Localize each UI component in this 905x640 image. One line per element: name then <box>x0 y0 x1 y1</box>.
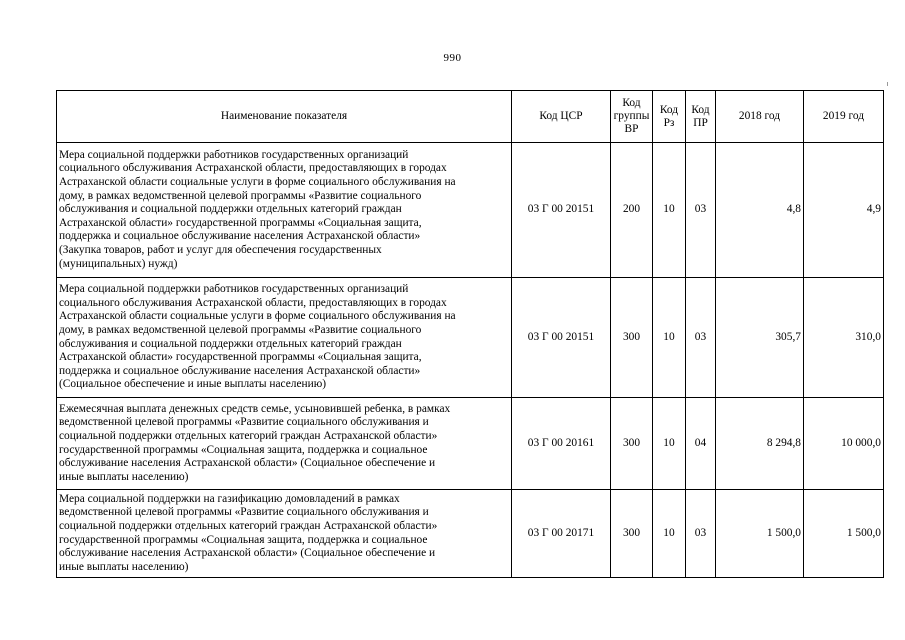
header-2018: 2018 год <box>716 91 804 143</box>
margin-mark <box>887 82 888 86</box>
row-2018: 4,8 <box>716 143 804 278</box>
row-csr: 03 Г 00 20151 <box>512 278 611 398</box>
row-rz: 10 <box>653 490 686 578</box>
row-2019: 1 500,0 <box>804 490 884 578</box>
row-2018: 8 294,8 <box>716 398 804 490</box>
row-csr: 03 Г 00 20171 <box>512 490 611 578</box>
budget-table <box>56 90 884 578</box>
row-name: Ежемесячная выплата денежных средств семье, усыновившей ребенка, в рамках ведомственной целевой программы «Развитие социального обслуживания и социальной поддержки отдельных категорий граждан Астраханской области» государственной программы «Социальная защита, поддержка и социальное обслуживание населения Астраханской области» (Социальное обеспечение и иные выплаты населению) <box>57 398 512 490</box>
row-pr: 03 <box>686 143 716 278</box>
row-rz: 10 <box>653 278 686 398</box>
header-name: Наименование показателя <box>57 91 512 143</box>
row-2019: 4,9 <box>804 143 884 278</box>
row-rz: 10 <box>653 398 686 490</box>
table-row <box>57 490 884 578</box>
header-csr: Код ЦСР <box>512 91 611 143</box>
row-name: Мера социальной поддержки работников государственных организаций социального обслуживания Астраханской области, предоставляющих в городах Астраханской области социальные услуги в форме социального обслуживания на дому, в рамках ведомственной целевой программы «Развитие социального обслуживания и социальной поддержки отдельных категорий граждан Астраханской области» государственной программы «Социальная защита, поддержка и социальное обслуживание населения Астраханской области» (Закупка товаров, работ и услуг для обеспечения государственных (муниципальных) нужд) <box>57 143 512 278</box>
row-name: Мера социальной поддержки работников государственных организаций социального обслуживания Астраханской области, предоставляющих в городах Астраханской области социальные услуги в форме социального обслуживания на дому, в рамках ведомственной целевой программы «Развитие социального обслуживания и социальной поддержки отдельных категорий граждан Астраханской области» государственной программы «Социальная защита, поддержка и социальное обслуживание населения Астраханской области» (Социальное обеспечение и иные выплаты населению) <box>57 278 512 398</box>
table-row <box>57 278 884 398</box>
row-vr: 200 <box>611 143 653 278</box>
row-vr: 300 <box>611 398 653 490</box>
row-rz: 10 <box>653 143 686 278</box>
table-row <box>57 398 884 490</box>
row-pr: 03 <box>686 278 716 398</box>
table-header-row <box>57 91 884 143</box>
row-2019: 10 000,0 <box>804 398 884 490</box>
row-pr: 04 <box>686 398 716 490</box>
header-2019: 2019 год <box>804 91 884 143</box>
row-csr: 03 Г 00 20151 <box>512 143 611 278</box>
row-vr: 300 <box>611 278 653 398</box>
page-number: 990 <box>443 52 462 64</box>
table-row <box>57 143 884 278</box>
row-2018: 305,7 <box>716 278 804 398</box>
header-pr: Код ПР <box>686 91 716 143</box>
row-2018: 1 500,0 <box>716 490 804 578</box>
row-2019: 310,0 <box>804 278 884 398</box>
row-csr: 03 Г 00 20161 <box>512 398 611 490</box>
header-vr: Код группы ВР <box>611 91 653 143</box>
row-name: Мера социальной поддержки на газификацию домовладений в рамках ведомственной целевой программы «Развитие социального обслуживания и социальной поддержки отдельных категорий граждан Астраханской области» государственной программы «Социальная защита, поддержка и социальное обслуживание населения Астраханской области» (Социальное обеспечение и иные выплаты населению) <box>57 490 512 578</box>
header-rz: Код Рз <box>653 91 686 143</box>
row-vr: 300 <box>611 490 653 578</box>
row-pr: 03 <box>686 490 716 578</box>
